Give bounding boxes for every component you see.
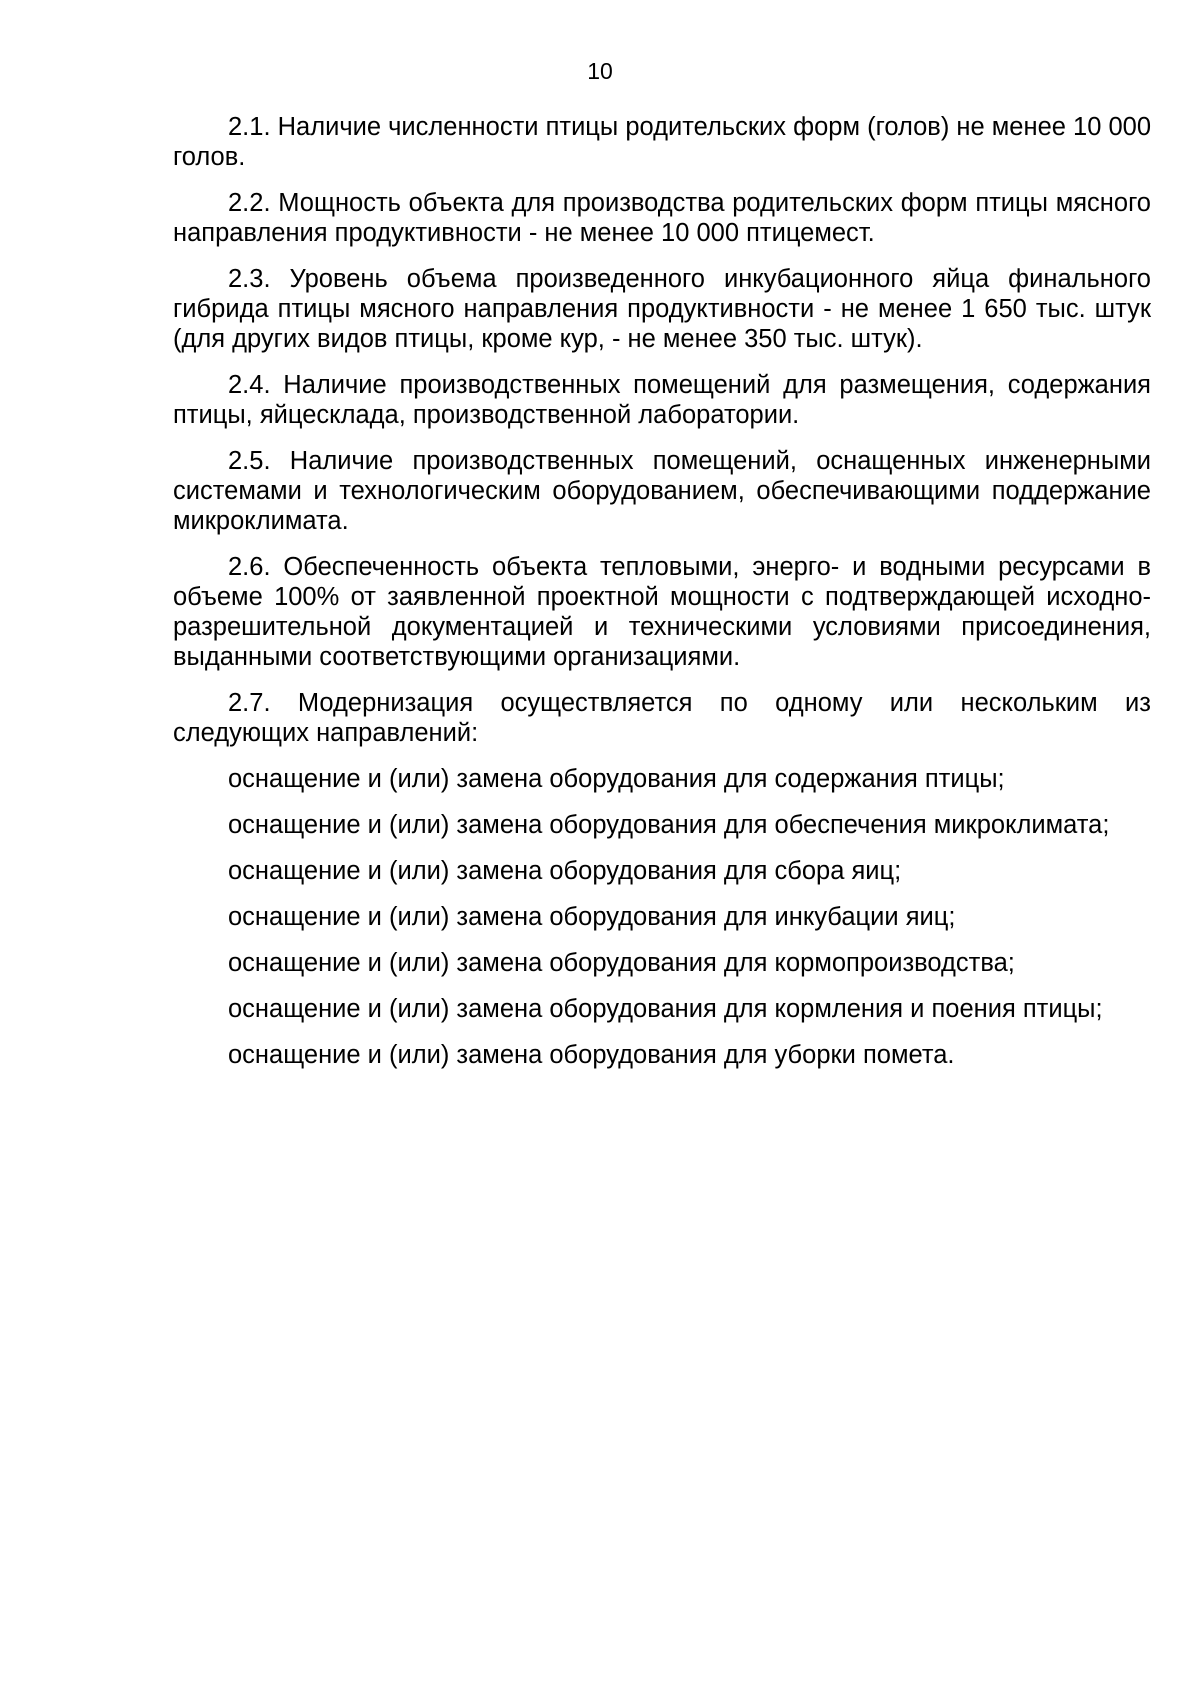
direction-item: оснащение и (или) замена оборудования для обеспечения микроклимата; xyxy=(228,811,1110,839)
paragraph-2-6: 2.6. Обеспеченность объекта тепловыми, энерго- и водными ресурсами в объеме 100% от заявленной проектной мощности с подтверждающей исходно-разрешительной документацией и техническими условиями присоединения, выданными соответствующими организациями. xyxy=(173,553,1151,671)
document-body xyxy=(173,112,1151,1086)
paragraph-2-1: 2.1. Наличие численности птицы родительских форм (голов) не менее 10 000 голов. xyxy=(173,113,1152,171)
paragraph-2-5: 2.5. Наличие производственных помещений, оснащенных инженерными системами и технологическим оборудованием, обеспечивающими поддержание микроклимата. xyxy=(173,447,1151,535)
page-number: 10 xyxy=(587,58,613,84)
paragraph-2-4: 2.4. Наличие производственных помещений для размещения, содержания птицы, яйцесклада, производственной лаборатории. xyxy=(173,371,1151,429)
paragraph-2-7: 2.7. Модернизация осуществляется по одному или нескольким из следующих направлений: xyxy=(173,689,1151,747)
direction-item: оснащение и (или) замена оборудования для кормопроизводства; xyxy=(228,949,1015,977)
direction-item: оснащение и (или) замена оборудования для кормления и поения птицы; xyxy=(228,995,1103,1023)
paragraph-2-3: 2.3. Уровень объема произведенного инкубационного яйца финального гибрида птицы мясного направления продуктивности - не менее 1 650 тыс. штук (для других видов птицы, кроме кур, - не менее 350 тыс. штук). xyxy=(173,265,1151,353)
direction-item: оснащение и (или) замена оборудования для уборки помета. xyxy=(228,1041,955,1069)
direction-item: оснащение и (или) замена оборудования для содержания птицы; xyxy=(228,765,1005,793)
paragraph-2-2: 2.2. Мощность объекта для производства родительских форм птицы мясного направления продуктивности - не менее 10 000 птицемест. xyxy=(173,189,1151,247)
direction-item: оснащение и (или) замена оборудования для сбора яиц; xyxy=(228,857,902,885)
direction-item: оснащение и (или) замена оборудования для инкубации яиц; xyxy=(228,903,956,931)
directions-list xyxy=(173,764,1151,1070)
